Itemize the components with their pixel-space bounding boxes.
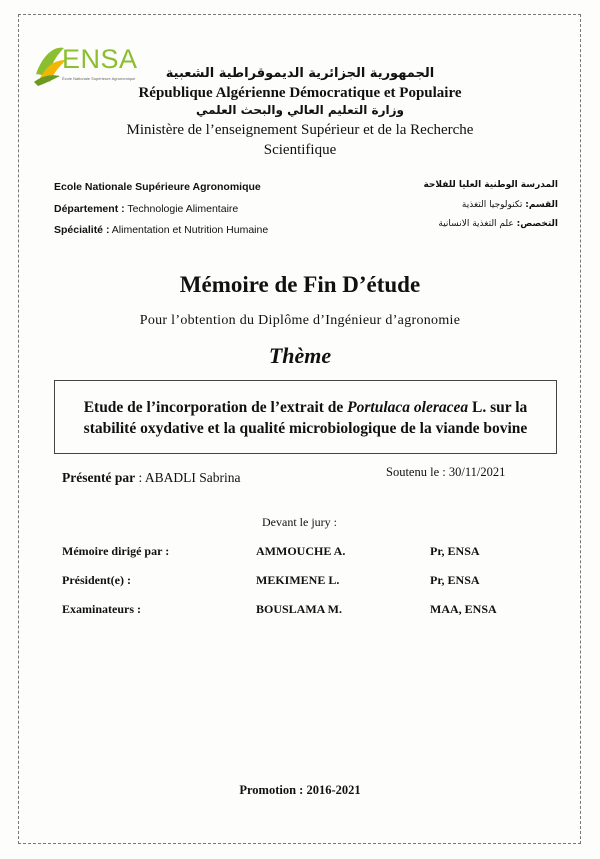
jury-grade: Pr, ENSA <box>430 573 480 587</box>
jury-heading: Devant le jury : <box>262 515 337 529</box>
french-ministry-line2: Scientifique <box>263 142 337 158</box>
jury-row <box>0 602 600 618</box>
french-republic-heading: République Algérienne Démocratique et Populaire <box>138 85 462 101</box>
jury-name: MEKIMENE L. <box>256 573 340 587</box>
jury-role: Examinateurs : <box>62 602 141 616</box>
theme-label: Thème <box>268 343 332 368</box>
jury-grade: Pr, ENSA <box>430 544 480 558</box>
jury-row <box>0 573 600 589</box>
document-title: Mémoire de Fin D’étude <box>179 272 421 297</box>
department-ar: القسم: تكنولوجيا التغذية <box>461 200 558 210</box>
jury-name: AMMOUCHE A. <box>256 544 346 558</box>
theme-box <box>54 380 557 454</box>
theme-line1: Etude de l’incorporation de l’extrait de Portulaca oleracea L. sur la <box>83 399 528 416</box>
theme-line2: stabilité oxydative et la qualité microbiologique de la viande bovine <box>83 420 528 437</box>
french-ministry-line1: Ministère de l’enseignement Supérieur et de la Recherche <box>126 122 474 138</box>
jury-role: Mémoire dirigé par : <box>62 544 170 558</box>
department-fr: Département : Technologie Alimentaire <box>54 203 239 215</box>
school-name-ar: المدرسة الوطنية العليا للفلاحة <box>423 180 558 190</box>
jury-name: BOUSLAMA M. <box>256 602 343 616</box>
arabic-ministry-heading: وزارة التعليم العالي والبحث العلمي <box>195 103 405 117</box>
school-name-fr: Ecole Nationale Supérieure Agronomique <box>54 181 261 193</box>
diploma-line: Pour l’obtention du Diplôme d’Ingénieur d’agronomie <box>139 313 461 328</box>
specialty-fr: Spécialité : Alimentation et Nutrition Humaine <box>54 224 269 236</box>
arabic-republic-heading: الجمهورية الجزائرية الديموقراطية الشعبية <box>165 66 435 81</box>
jury-row <box>0 544 600 560</box>
jury-grade: MAA, ENSA <box>430 602 497 616</box>
logo-text: ENSA <box>62 44 138 74</box>
jury-role: Président(e) : <box>62 573 131 587</box>
specialty-ar: التخصص: علم التغذية الانسانية <box>438 219 558 229</box>
promotion: Promotion : 2016-2021 <box>239 783 361 797</box>
logo-subtitle: École Nationale Supérieure Agronomique <box>62 76 136 81</box>
defense-date: Soutenu le : 30/11/2021 <box>386 465 506 479</box>
presented-by: Présenté par : ABADLI Sabrina <box>62 470 241 485</box>
